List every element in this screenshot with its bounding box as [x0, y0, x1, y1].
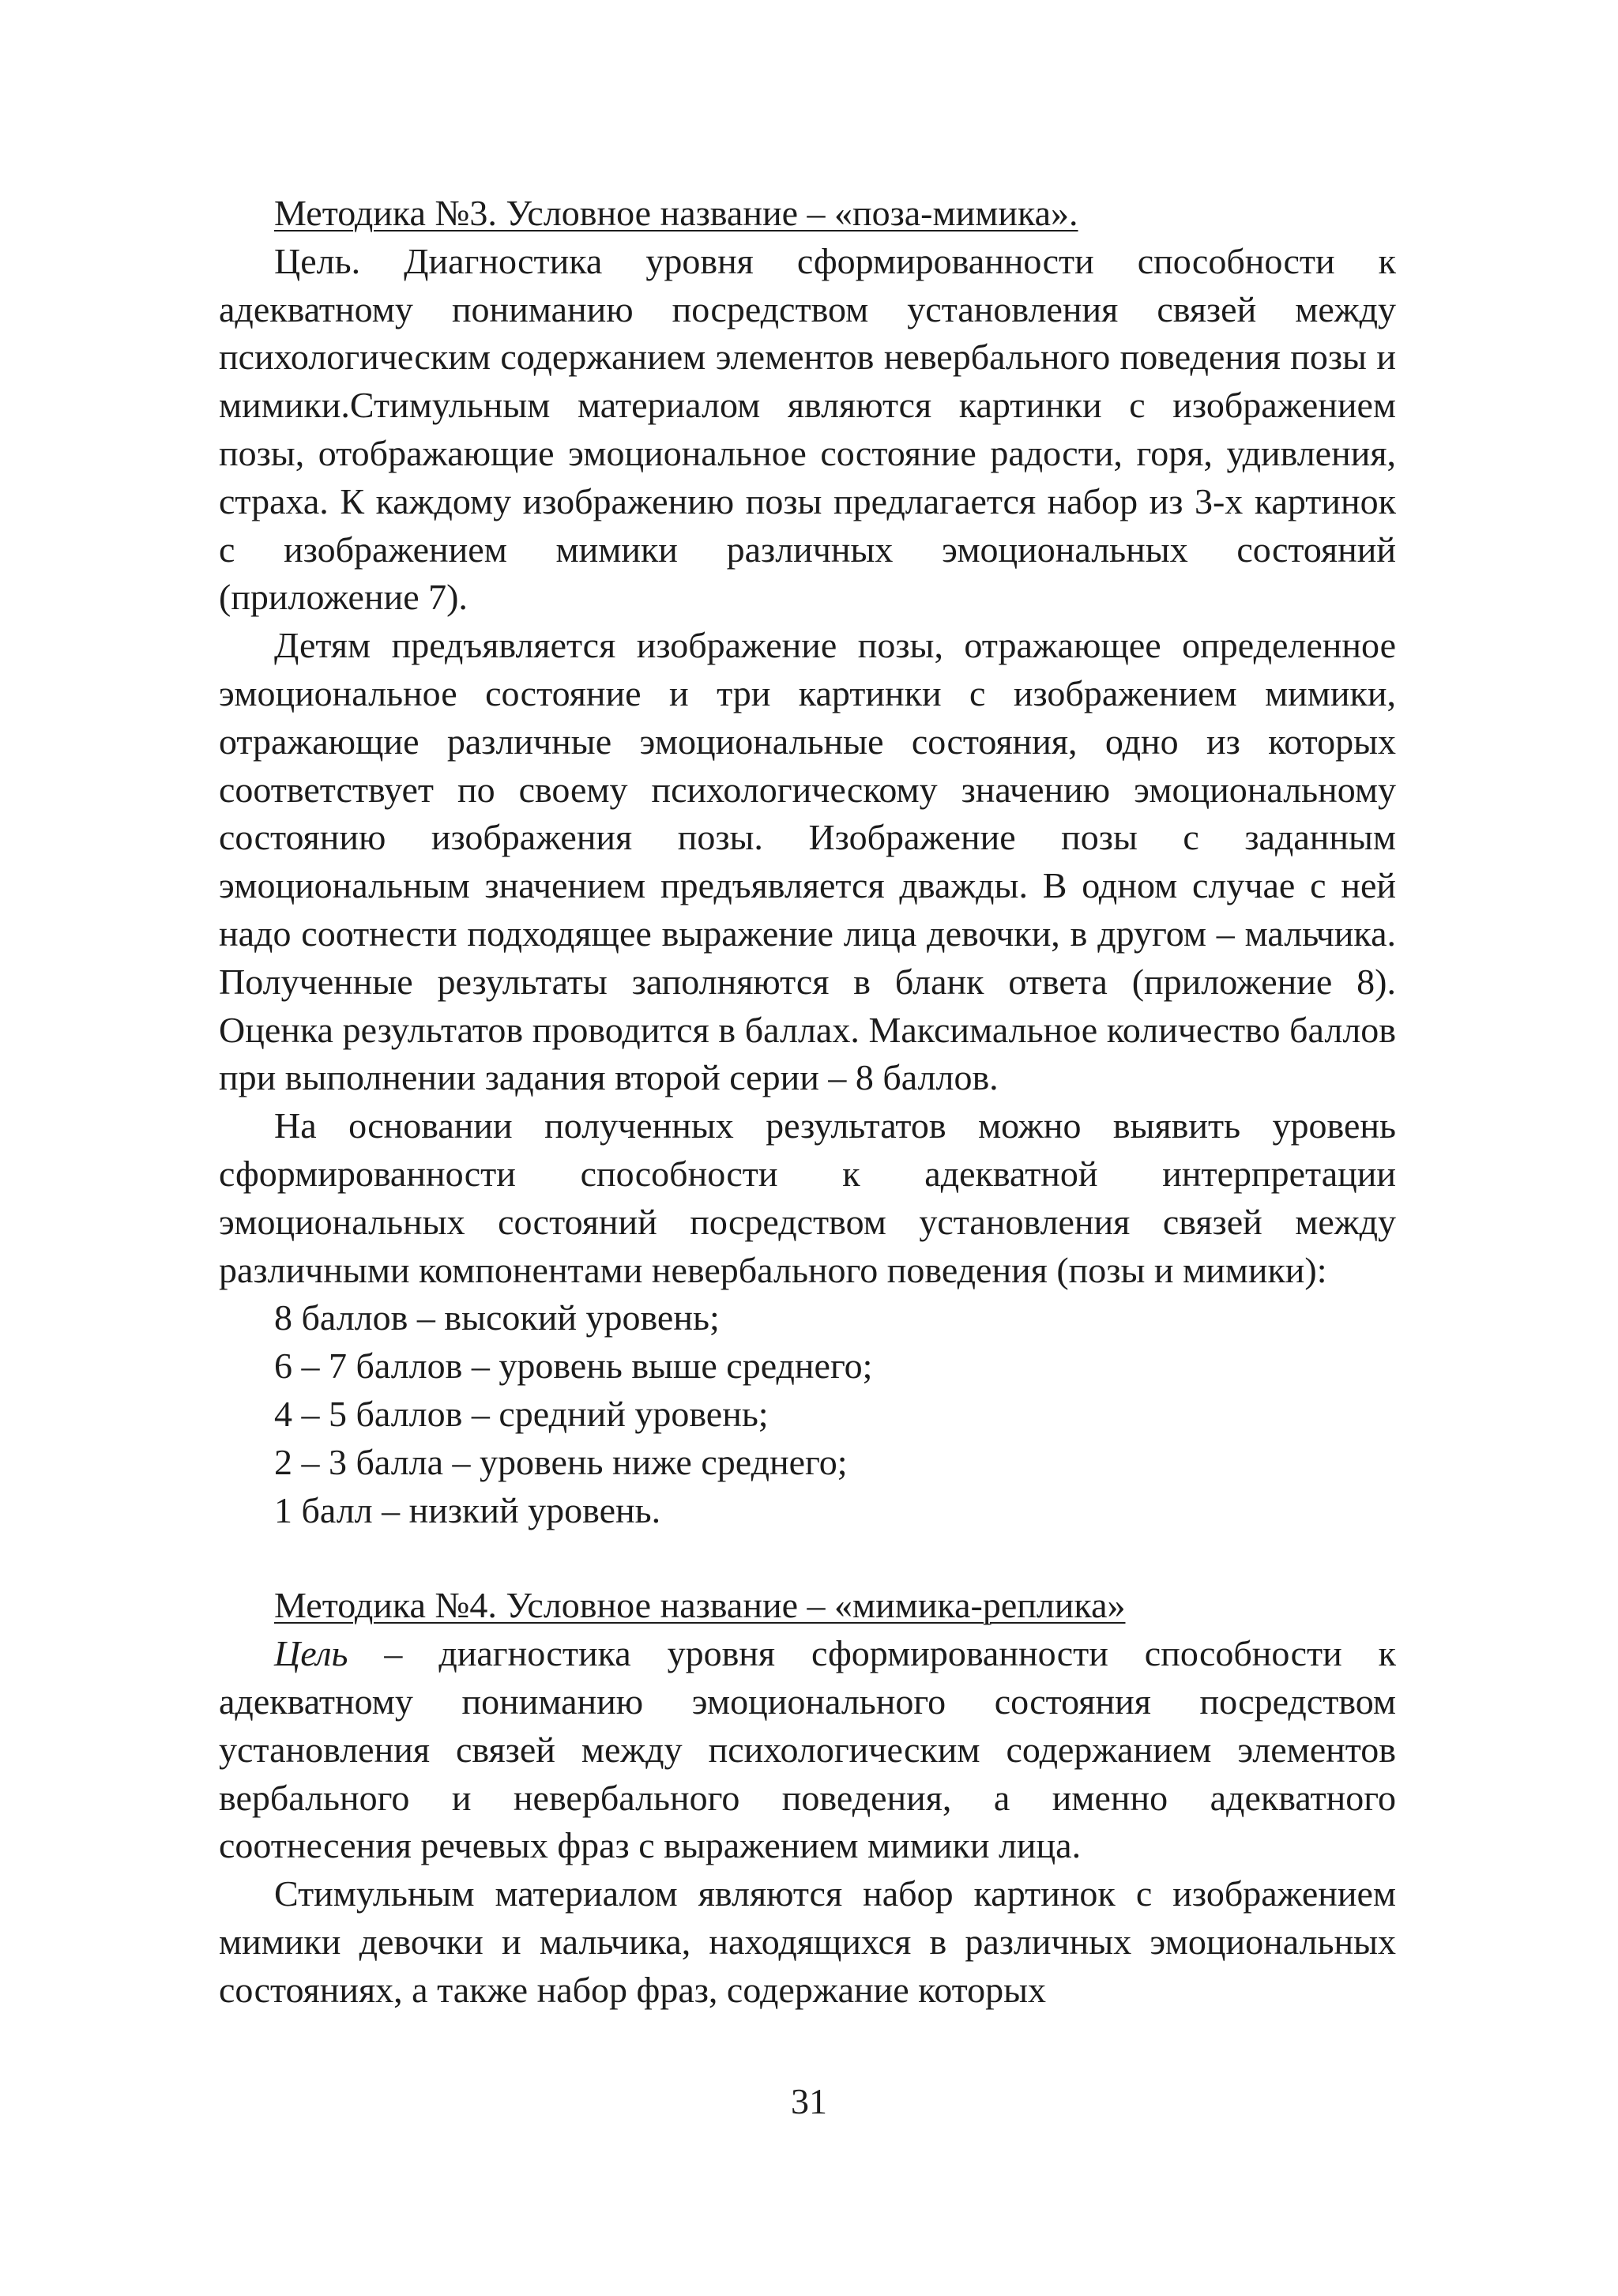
section-4-stimulus-paragraph: Стимульным материалом являются набор картинок с изображением мимики девочки и мальчика, находящихся в различных эмоциональных состояниях, а также набор фраз, содержание которых [219, 1873, 1396, 2010]
score-level-above-average: 6 – 7 баллов – уровень выше среднего; [274, 1346, 873, 1387]
score-level-below-average: 2 – 3 балла – уровень ниже среднего; [274, 1441, 848, 1482]
page-number: 31 [791, 2081, 827, 2121]
score-level-high: 8 баллов – высокий уровень; [274, 1297, 720, 1338]
score-level-low: 1 балл – низкий уровень. [274, 1489, 661, 1530]
section-4-heading: Методика №4. Условное название – «мимика-реплика» [274, 1585, 1126, 1626]
section-3-procedure-paragraph: Детям предъявляется изображение позы, отражающее определенное эмоциональное состояние и три картинки с изображением мимики, отражающие различные эмоциональные состояния, одно из которых соответствует по своему психологическому значению эмоциональному состоянию изображения позы. Изображение позы с заданным эмоциональным значением предъявляется дважды. В одном случае с ней надо соотнести подходящее выражение лица девочки, в другом – мальчика. Полученные результаты заполняются в бланк ответа (приложение 8). Оценка результатов проводится в баллах. Максимальное количество баллов при выполнении задания второй серии – 8 баллов. [219, 625, 1396, 1098]
section-3-results-paragraph: На основании полученных результатов можно выявить уровень сформированности способности к адекватной интерпретации эмоциональных состояний посредством установления связей между различными компонентами невербального поведения (позы и мимики): [219, 1105, 1396, 1290]
section-4-goal-paragraph [219, 1630, 1396, 1870]
goal-text: – диагностика уровня сформированности способности к адекватному пониманию эмоционального состояния посредством установления связей между психологическим содержанием элементов вербального и невербального поведения, а именно адекватного соотнесения речевых фраз с выражением мимики лица. [219, 1633, 1396, 1866]
section-3-goal-paragraph: Цель. Диагностика уровня сформированности способности к адекватному пониманию посредством установления связей между психологическим содержанием элементов невербального поведения позы и мимики.Стимульным материалом являются картинки с изображением позы, отображающие эмоциональное состояние радости, горя, удивления, страха. К каждому изображению позы предлагается набор из 3-х картинок с изображением мимики различных эмоциональных состояний (приложение 7). [219, 240, 1396, 618]
section-spacer [219, 1534, 1396, 1582]
section-3 [219, 190, 1396, 2014]
goal-label: Цель [274, 1633, 348, 1674]
score-level-average: 4 – 5 баллов – средний уровень; [274, 1393, 769, 1434]
section-3-heading: Методика №3. Условное название – «поза-мимика». [274, 193, 1078, 233]
